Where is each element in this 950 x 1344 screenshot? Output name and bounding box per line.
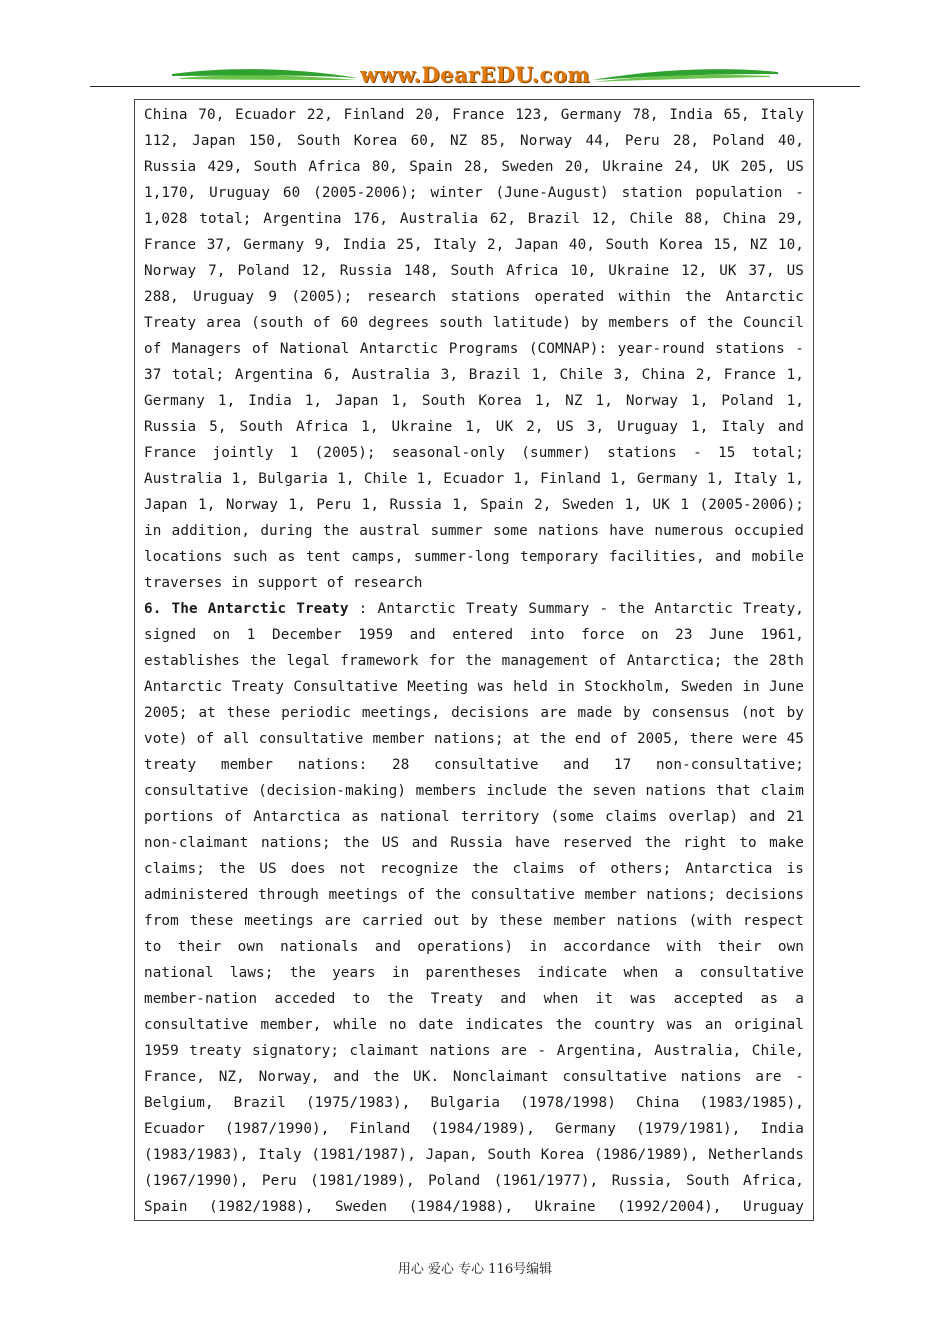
stations-paragraph: China 70, Ecuador 22, Finland 20, France 123, Germany 78, India 65, Italy 112, Japan 150, South Korea 60, NZ 85, Norway 44, Peru 28, Poland 40, Russia 429, South Africa 80, Spain 28, Sweden 20, Ukraine 24, UK 205, US 1,170, Uruguay 60 (2005-2006); winter (June-August) station population - 1,028 total; Argentina 176, Australia 62, Brazil 12, Chile 88, China 29, France 37, Germany 9, India 25, Italy 2, Japan 40, South Korea 15, NZ 10, Norway 7, Poland 12, Russia 148, South Africa 10, Ukraine 12, UK 37, US 288, Uruguay 9 (2005); research stations operated within the Antarctic Treaty area (south of 60 degrees south latitude) by members of the Council of Managers of National Antarctic Programs (COMNAP): year-round stations - 37 total; Argentina 6, Australia 3, Brazil 1, Chile 3, China 2, France 1, Germany 1, India 1, Japan 1, South Korea 1, NZ 1, Norway 1, Poland 1, Russia 5, South Africa 1, Ukraine 1, UK 2, US 3, Uruguay 1, Italy and France jointly 1 (2005); seasonal-only (summer) stations - 15 total; Australia 1, Bulgaria 1, Chile 1, Ecuador 1, Finland 1, Germany 1, Italy 1, Japan 1, Norway 1, Peru 1, Russia 1, Spain 2, Sweden 1, UK 1 (2005-2006); in addition, during the austral summer some nations have numerous occupied locations such as tent camps, summer-long temporary facilities, and mobile traverses in support of research xyxy=(144,107,804,591)
treaty-paragraph xyxy=(144,596,804,1221)
treaty-section-heading: 6. The Antarctic Treaty xyxy=(144,601,349,617)
content-frame xyxy=(134,99,814,1221)
header-divider xyxy=(90,86,860,87)
site-banner-text[interactable]: www.DearEDU.com xyxy=(359,62,591,87)
treaty-section-body: : Antarctic Treaty Summary - the Antarctic Treaty, signed on 1 December 1959 and entered into force on 23 June 1961, establishes the legal framework for the management of Antarctica; the 28th Antarctic Treaty Consultative Meeting was held in Stockholm, Sweden in June 2005; at these periodic meetings, decisions are made by consensus (not by vote) of all consultative member nations; at the end of 2005, there were 45 treaty member nations: 28 consultative and 17 non-consultative; consultative (decision-making) members include the seven nations that claim portions of Antarctica as national territory (some claims overlap) and 21 non-claimant nations; the US and Russia have reserved the right to make claims; the US does not recognize the claims of others; Antarctica is administered through meetings of the consultative member nations; decisions from these meetings are carried out by these member nations (with respect to their own nationals and operations) in accordance with their own national laws; the years in parentheses indicate when a consultative member-nation acceded to the Treaty and when it was accepted as a consultative member, while no date indicates the country was an original 1959 treaty signatory; claimant nations are - Argentina, Australia, Chile, France, NZ, Norway, and the UK. Nonclaimant consultative nations are - Belgium, Brazil (1975/1983), Bulgaria (1978/1998) China (1983/1985), Ecuador (1987/1990), Finland (1984/1989), Germany (1979/1981), India (1983/1983), Italy (1981/1987), Japan, South Korea (1986/1989), Netherlands (1967/1990), Peru (1981/1989), Poland (1961/1977), Russia, South Africa, Spain (1982/1988), Sweden (1984/1988), Ukraine (1992/2004), Uruguay xyxy=(144,601,804,1215)
page-footer: 用心 爱心 专心 116号编辑 xyxy=(397,1262,553,1277)
